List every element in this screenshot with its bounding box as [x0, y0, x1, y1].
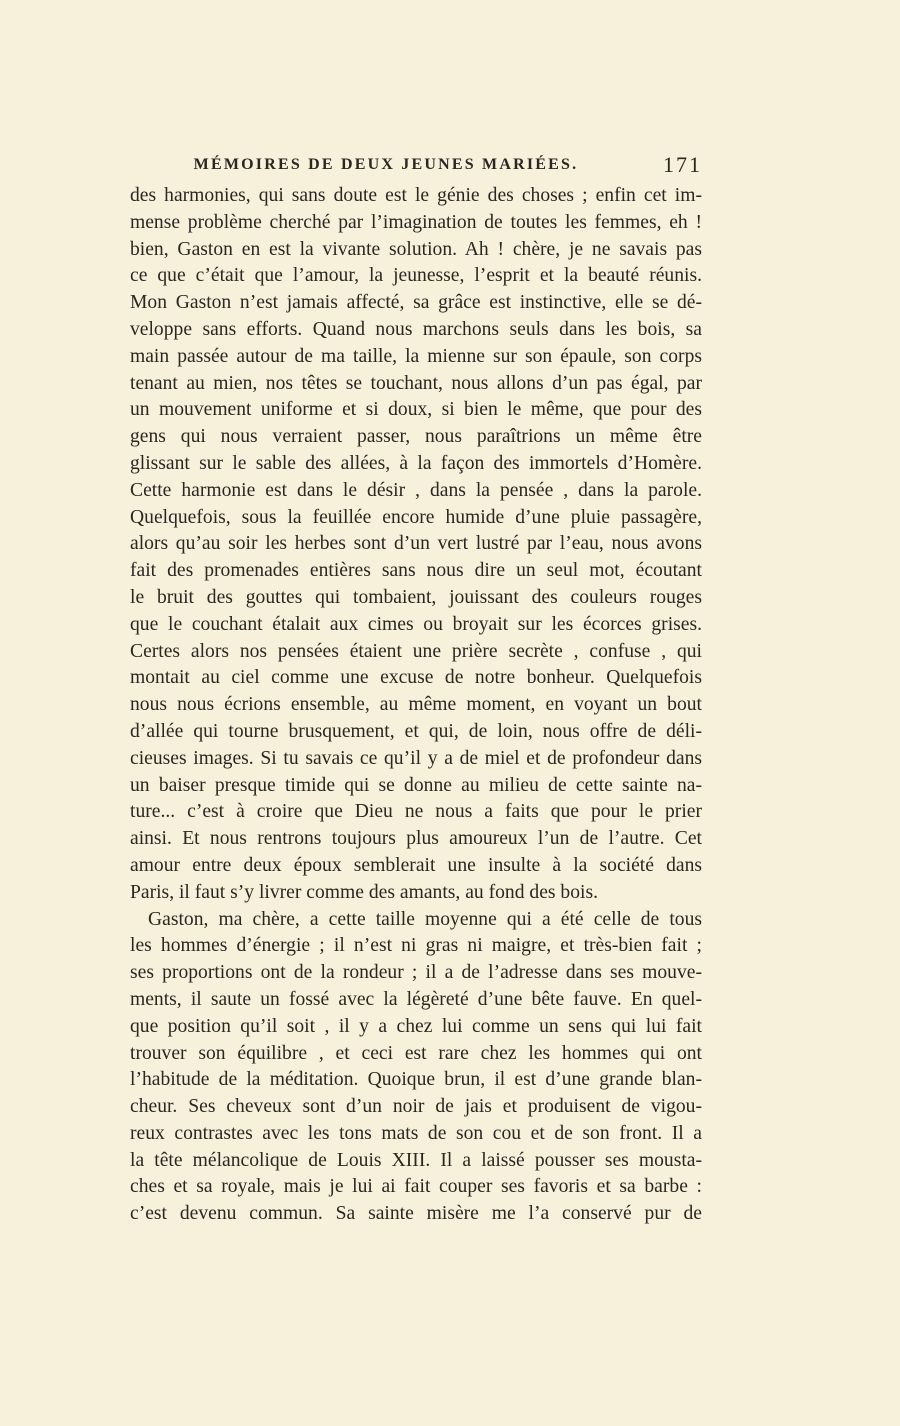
text-line: les hommes d’énergie ; il n’est ni gras ni maigre, et très-bien fait ;	[130, 935, 702, 957]
text-line: main passée autour de ma taille, la mienne sur son épaule, son corps	[130, 345, 702, 367]
text-line: gens qui nous verraient passer, nous paraîtrions un même être	[130, 426, 702, 448]
text-line: que le couchant étalait aux cimes ou broyait sur les écorces grises.	[130, 613, 702, 635]
text-line: le bruit des gouttes qui tombaient, jouissant des couleurs rouges	[130, 586, 702, 608]
text-line: ches et sa royale, mais je lui ai fait couper ses favoris et sa barbe :	[130, 1176, 702, 1198]
text-line: amour entre deux époux semblerait une insulte à la société dans	[130, 854, 702, 876]
text-line: Cette harmonie est dans le désir , dans la pensée , dans la parole.	[130, 479, 702, 501]
text-line: cheur. Ses cheveux sont d’un noir de jais et produisent de vigou-	[130, 1096, 702, 1118]
text-line: tenant au mien, nos têtes se touchant, nous allons d’un pas égal, par	[130, 372, 702, 394]
running-head	[130, 152, 702, 182]
text-line: ce que c’était que l’amour, la jeunesse, l’esprit et la beauté réunis.	[130, 265, 702, 287]
running-title: MÉMOIRES DE DEUX JEUNES MARIÉES.	[193, 156, 579, 173]
text-line: fait des promenades entières sans nous dire un seul mot, écoutant	[130, 560, 702, 582]
text-line: trouver son équilibre , et ceci est rare chez les hommes qui ont	[130, 1042, 702, 1064]
page-number: 171	[663, 152, 702, 177]
text-line: d’allée qui tourne brusquement, et qui, de loin, nous offre de déli-	[130, 720, 702, 742]
text-line: Gaston, ma chère, a cette taille moyenne qui a été celle de tous	[148, 908, 702, 930]
text-line: c’est devenu commun. Sa sainte misère me l’a conservé pur de	[130, 1203, 702, 1225]
text-line: Mon Gaston n’est jamais affecté, sa grâce est instinctive, elle se dé-	[130, 292, 702, 314]
text-line: que position qu’il soit , il y a chez lui comme un sens qui lui fait	[130, 1015, 702, 1037]
text-line: ses proportions ont de la rondeur ; il a de l’adresse dans ses mouve-	[130, 962, 702, 984]
text-line: Certes alors nos pensées étaient une prière secrète , confuse , qui	[130, 640, 702, 662]
text-line: Quelquefois, sous la feuillée encore humide d’une pluie passagère,	[130, 506, 702, 528]
text-line: glissant sur le sable des allées, à la façon des immortels d’Homère.	[130, 452, 702, 474]
text-line: cieuses images. Si tu savais ce qu’il y a de miel et de profondeur dans	[130, 747, 702, 769]
text-line: l’habitude de la méditation. Quoique brun, il est d’une grande blan-	[130, 1069, 702, 1091]
text-line: reux contrastes avec les tons mats de son cou et de son front. Il a	[130, 1122, 702, 1144]
text-line: la tête mélancolique de Louis XIII. Il a laissé pousser ses mousta-	[130, 1149, 702, 1171]
text-line: bien, Gaston en est la vivante solution. Ah ! chère, je ne savais pas	[130, 238, 702, 260]
text-line: Paris, il faut s’y livrer comme des amants, au fond des bois.	[130, 881, 598, 903]
text-line: nous nous écrions ensemble, au même moment, en voyant un bout	[130, 694, 702, 716]
text-line: un mouvement uniforme et si doux, si bien le même, que pour des	[130, 399, 702, 421]
text-line: mense problème cherché par l’imagination de toutes les femmes, eh !	[130, 211, 702, 233]
text-line: montait au ciel comme une excuse de notre bonheur. Quelquefois	[130, 667, 702, 689]
text-line: ments, il saute un fossé avec la légèreté d’une bête fauve. En quel-	[130, 988, 702, 1010]
text-line: ainsi. Et nous rentrons toujours plus amoureux l’un de l’autre. Cet	[130, 828, 702, 850]
body-text	[130, 183, 702, 1228]
text-line: un baiser presque timide qui se donne au milieu de cette sainte na-	[130, 774, 702, 796]
text-line: veloppe sans efforts. Quand nous marchons seuls dans les bois, sa	[130, 318, 702, 340]
text-line: alors qu’au soir les herbes sont d’un vert lustré par l’eau, nous avons	[130, 533, 702, 555]
text-line: ture... c’est à croire que Dieu ne nous a faits que pour le prier	[130, 801, 702, 823]
text-line: des harmonies, qui sans doute est le génie des choses ; enfin cet im-	[130, 185, 702, 206]
